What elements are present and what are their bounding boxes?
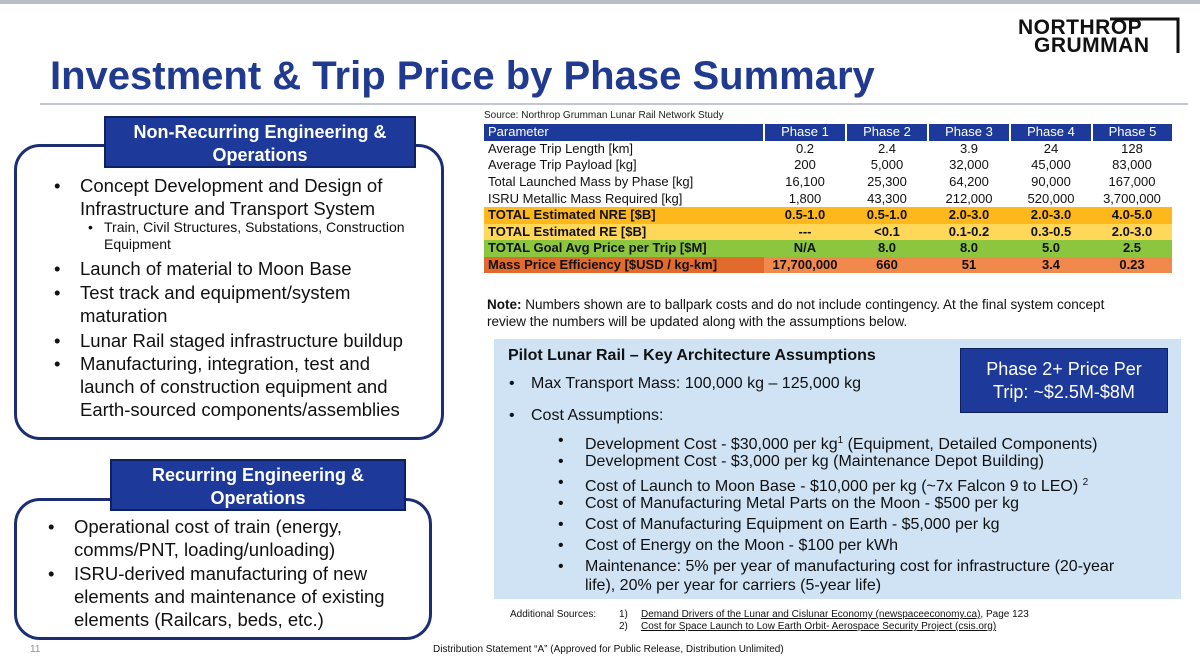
row-label-cell: TOTAL Estimated NRE [$B] xyxy=(484,207,764,224)
phase-value-cell: 90,000 xyxy=(1010,174,1092,191)
source-tail: , Page 123 xyxy=(980,609,1029,620)
re-bullet: • ISRU-derived manufacturing of new elements and maintenance of existing elements (Railcars, beds, etc.) xyxy=(48,563,385,630)
table-note xyxy=(487,296,1187,330)
row-label-cell: Average Trip Length [km] xyxy=(484,141,764,158)
cost-bullet: • Development Cost - $3,000 per kg (Maintenance Depot Building) xyxy=(558,453,1044,470)
cost-text: Development Cost - $30,000 per kg xyxy=(585,436,838,453)
phase-value-cell: 0.3-0.5 xyxy=(1010,224,1092,241)
re-bullet-line: elements and maintenance of existing xyxy=(74,586,385,607)
phase-value-cell: 64,200 xyxy=(928,174,1010,191)
source-number: 1) xyxy=(619,609,628,620)
table-row xyxy=(484,157,1172,174)
nre-bullet: • Launch of material to Moon Base xyxy=(54,258,352,279)
note-label: Note: xyxy=(487,297,522,312)
phase-value-cell: 8.0 xyxy=(846,240,928,257)
page-title: Investment & Trip Price by Phase Summary xyxy=(50,54,875,98)
phase-value-cell: 0.23 xyxy=(1092,257,1172,274)
nre-bullet: • Lunar Rail staged infrastructure buildup xyxy=(54,330,403,351)
row-label-cell: Average Trip Payload [kg] xyxy=(484,157,764,174)
cost-bullet: • Development Cost - $30,000 per $kg^1$ (Equipment, Detailed Components) xyxy=(558,432,1098,453)
phase-value-cell: 167,000 xyxy=(1092,174,1172,191)
column-header: Phase 3 xyxy=(928,124,1010,141)
title-divider xyxy=(40,103,1188,105)
phase-value-cell: 4.0-5.0 xyxy=(1092,207,1172,224)
note-line-1: Numbers shown are to ballpark costs and do not include contingency. At the final system concept xyxy=(521,297,1105,312)
column-header: Phase 2 xyxy=(846,124,928,141)
phase-value-cell: 660 xyxy=(846,257,928,274)
column-header: Phase 1 xyxy=(764,124,846,141)
row-label-cell: TOTAL Estimated RE [$B] xyxy=(484,224,764,241)
table-row xyxy=(484,224,1172,241)
phase-value-cell: 0.2 xyxy=(764,141,846,158)
cost-bullet: • Cost of Manufacturing Metal Parts on the Moon - $500 per kg xyxy=(558,495,1020,512)
source-reference xyxy=(619,621,997,632)
nre-bullet: • Manufacturing, integration, test and launch of construction equipment and Earth-sourced components/assemblies xyxy=(54,353,400,420)
footnote-ref: 1 xyxy=(837,435,844,446)
nre-sub-bullet-line: Equipment xyxy=(104,236,171,252)
phase-value-cell: 32,000 xyxy=(928,157,1010,174)
re-panel-title xyxy=(110,459,406,511)
re-title-line-2: Operations xyxy=(210,488,306,508)
column-header: Parameter xyxy=(484,124,764,141)
row-label-cell: Total Launched Mass by Phase [kg] xyxy=(484,174,764,191)
nre-bullet: • Concept Development and Design of Infrastructure and Transport System xyxy=(54,175,383,219)
column-header: Phase 4 xyxy=(1010,124,1092,141)
price-callout-line-2: Trip: ~$2.5M-$8M xyxy=(993,382,1135,402)
phase-value-cell: 43,300 xyxy=(846,190,928,207)
cost-text-tail: (Equipment, Detailed Components) xyxy=(843,436,1098,453)
nre-panel-title xyxy=(104,116,416,168)
cost-heading-text: Cost Assumptions: xyxy=(531,407,664,424)
phase-value-cell: 83,000 xyxy=(1092,157,1172,174)
cost-text: Cost of Launch to Moon Base - $10,000 per kg (~7x Falcon 9 to LEO) xyxy=(585,478,1079,495)
nre-title-line-2: Operations xyxy=(212,145,308,165)
nre-bullet-line: Concept Development and Design of xyxy=(80,175,383,196)
assumptions-title: Pilot Lunar Rail – Key Architecture Assumptions xyxy=(508,347,876,364)
phase-value-cell: 25,300 xyxy=(846,174,928,191)
nre-bullet-line: Manufacturing, integration, test and xyxy=(80,353,371,374)
nre-sub-bullet-line: Train, Civil Structures, Substations, Construction xyxy=(104,219,405,235)
nre-title-line-1: Non-Recurring Engineering & xyxy=(133,122,387,142)
phase-value-cell: 16,100 xyxy=(764,174,846,191)
nre-bullet-line: launch of construction equipment and xyxy=(80,376,388,397)
table-row xyxy=(484,190,1172,207)
phase-value-cell: 3.9 xyxy=(928,141,1010,158)
phase-value-cell: <0.1 xyxy=(846,224,928,241)
assumption-bullet: • Cost Assumptions: xyxy=(509,407,664,424)
phase-value-cell: 0.5-1.0 xyxy=(764,207,846,224)
phase-value-cell: 3,700,000 xyxy=(1092,190,1172,207)
re-bullet-line: Operational cost of train (energy, xyxy=(74,516,343,537)
distribution-statement: Distribution Statement “A” (Approved for Public Release, Distribution Unlimited) xyxy=(433,644,784,655)
price-per-trip-callout xyxy=(960,348,1168,413)
phase-value-cell: 3.4 xyxy=(1010,257,1092,274)
phase-value-cell: 2.0-3.0 xyxy=(928,207,1010,224)
phase-value-cell: 8.0 xyxy=(928,240,1010,257)
nre-bullet-line: Lunar Rail staged infrastructure buildup xyxy=(80,330,403,351)
phase-value-cell: 2.4 xyxy=(846,141,928,158)
nre-bullet-line: Test track and equipment/system xyxy=(80,282,351,303)
phase-summary-table xyxy=(484,124,1172,273)
phase-value-cell: 51 xyxy=(928,257,1010,274)
phase-value-cell: 128 xyxy=(1092,141,1172,158)
nre-bullet-line: Earth-sourced components/assemblies xyxy=(80,399,400,420)
phase-value-cell: 0.5-1.0 xyxy=(846,207,928,224)
table-row xyxy=(484,141,1172,158)
slide-number: 11 xyxy=(30,644,41,655)
table-row xyxy=(484,240,1172,257)
cost-bullet: • Maintenance: 5% per year of manufacturing cost for infrastructure (20-year life), 20% per year for carriers (5-year life) xyxy=(558,558,1115,594)
table-source: Source: Northrop Grumman Lunar Rail Network Study xyxy=(484,110,724,121)
price-callout-line-1: Phase 2+ Price Per xyxy=(986,359,1142,379)
cost-bullet: • Cost of Energy on the Moon - $100 per kWh xyxy=(558,537,899,554)
phase-value-cell: 1,800 xyxy=(764,190,846,207)
cost-text: Development Cost - $3,000 per kg (Maintenance Depot Building) xyxy=(585,453,1044,470)
source-link[interactable]: Demand Drivers of the Lunar and Cislunar Economy (newspaceeconomy.ca) xyxy=(641,609,981,620)
phase-value-cell: 5,000 xyxy=(846,157,928,174)
column-header: Phase 5 xyxy=(1092,124,1172,141)
source-reference xyxy=(619,609,1029,620)
phase-value-cell: 520,000 xyxy=(1010,190,1092,207)
phase-value-cell: --- xyxy=(764,224,846,241)
cost-text: life), 20% per year for carriers (5-year life) xyxy=(585,577,882,594)
footnote-ref: 2 xyxy=(1082,477,1089,488)
re-bullet-line: comms/PNT, loading/unloading) xyxy=(74,539,336,560)
phase-value-cell: N/A xyxy=(764,240,846,257)
row-label-cell: Mass Price Efficiency [$USD / kg-km] xyxy=(484,257,764,274)
row-label-cell: TOTAL Goal Avg Price per Trip [$M] xyxy=(484,240,764,257)
row-label-cell: ISRU Metallic Mass Required [kg] xyxy=(484,190,764,207)
re-bullet-line: elements (Railcars, beds, etc.) xyxy=(74,609,324,630)
cost-text: Cost of Manufacturing Metal Parts on the Moon - $500 per kg xyxy=(585,495,1020,512)
cost-text: Maintenance: 5% per year of manufacturing cost for infrastructure (20-year xyxy=(585,558,1115,575)
top-rule xyxy=(0,0,1200,4)
assumption-bullet: • Max Transport Mass: 100,000 kg – 125,000 kg xyxy=(509,375,861,392)
cost-text: Cost of Manufacturing Equipment on Earth - $5,000 per kg xyxy=(585,516,1000,533)
phase-value-cell: 45,000 xyxy=(1010,157,1092,174)
nre-bullet: • Test track and equipment/system maturation xyxy=(54,282,351,326)
max-mass-text: Max Transport Mass: 100,000 kg – 125,000 kg xyxy=(531,375,861,392)
phase-value-cell: 212,000 xyxy=(928,190,1010,207)
phase-value-cell: 2.5 xyxy=(1092,240,1172,257)
phase-value-cell: 5.0 xyxy=(1010,240,1092,257)
re-bullet: • Operational cost of train (energy, comms/PNT, loading/unloading) xyxy=(48,516,343,560)
cost-bullet: • Cost of Manufacturing Equipment on Earth - $5,000 per kg xyxy=(558,516,1000,533)
source-link[interactable]: Cost for Space Launch to Low Earth Orbit- Aerospace Security Project (csis.org) xyxy=(641,621,997,632)
cost-bullet: • Cost of Launch to Moon Base - $10,000 per kg (~7x Falcon 9 to LEO) $^2$ xyxy=(558,474,1089,495)
table-row xyxy=(484,257,1172,274)
phase-value-cell: 0.1-0.2 xyxy=(928,224,1010,241)
phase-value-cell: 200 xyxy=(764,157,846,174)
nre-bullet-line: Launch of material to Moon Base xyxy=(80,258,352,279)
nre-bullet-line: maturation xyxy=(80,305,168,326)
logo-line-2: GRUMMAN xyxy=(1034,34,1150,57)
source-number: 2) xyxy=(619,621,628,632)
cost-text: Cost of Energy on the Moon - $100 per kWh xyxy=(585,537,899,554)
phase-value-cell: 24 xyxy=(1010,141,1092,158)
additional-sources-label: Additional Sources: xyxy=(510,609,597,620)
table-header-row xyxy=(484,124,1172,141)
phase-value-cell: 2.0-3.0 xyxy=(1092,224,1172,241)
re-title-line-1: Recurring Engineering & xyxy=(151,465,365,485)
logo-line-1: NORTHROP xyxy=(1018,16,1143,39)
table-row xyxy=(484,174,1172,191)
re-bullet-line: ISRU-derived manufacturing of new xyxy=(74,563,368,584)
note-line-2: review the numbers will be updated along with the assumptions below. xyxy=(487,314,908,329)
phase-value-cell: 2.0-3.0 xyxy=(1010,207,1092,224)
nre-bullet-line: Infrastructure and Transport System xyxy=(80,198,376,219)
phase-value-cell: 17,700,000 xyxy=(764,257,846,274)
northrop-grumman-logo xyxy=(1006,17,1182,61)
nre-sub-bullet: • Train, Civil Structures, Substations, Construction Equipment xyxy=(88,219,405,252)
table-row xyxy=(484,207,1172,224)
